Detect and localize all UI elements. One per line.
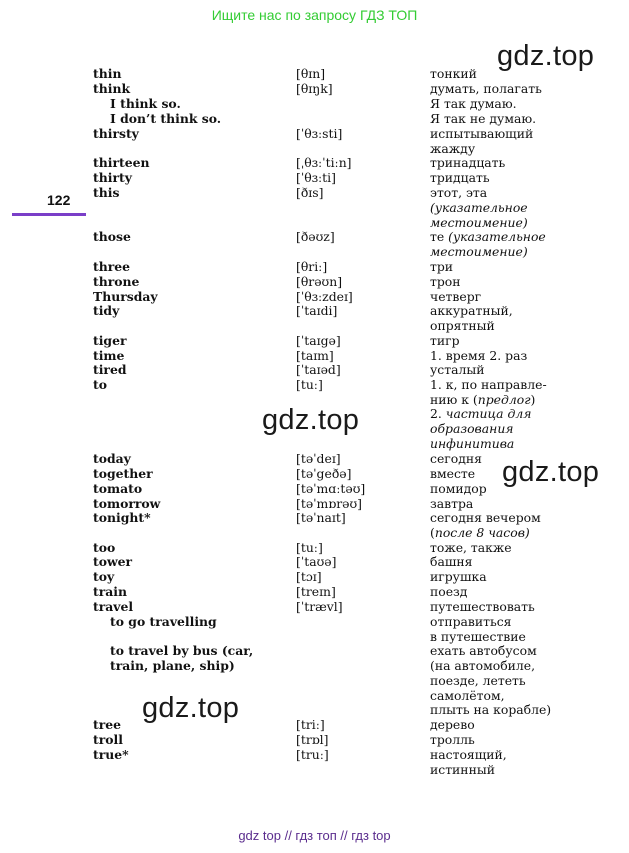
entry-word: to go travelling bbox=[110, 614, 217, 629]
entry-translation: Я так не думаю. bbox=[430, 111, 537, 126]
entry-word: to travel by bus (car, bbox=[110, 643, 254, 658]
entry-transcription: [θɪŋk] bbox=[296, 81, 333, 96]
entry-translation: испытывающий bbox=[430, 126, 534, 141]
glossary-entry bbox=[0, 362, 629, 377]
glossary-entry bbox=[0, 717, 629, 732]
glossary-entry bbox=[0, 170, 629, 185]
entry-word: tomorrow bbox=[93, 496, 161, 511]
glossary-entry bbox=[0, 540, 629, 555]
entry-translation: тонкий bbox=[430, 66, 477, 81]
glossary-entry bbox=[0, 96, 629, 111]
entry-translation: тигр bbox=[430, 333, 460, 348]
entry-word: to bbox=[93, 377, 107, 392]
entry-translation: тоже, также bbox=[430, 540, 512, 555]
entry-transcription: [təˈmɒrəʊ] bbox=[296, 496, 363, 511]
glossary-entry bbox=[0, 702, 629, 717]
entry-translation: местоимение) bbox=[430, 215, 528, 230]
entry-transcription: [treɪn] bbox=[296, 584, 336, 599]
entry-transcription: [tuː] bbox=[296, 377, 323, 392]
entry-word: together bbox=[93, 466, 153, 481]
watermark: gdz.top bbox=[142, 692, 240, 724]
entry-translation: завтра bbox=[430, 496, 474, 511]
entry-word: thin bbox=[93, 66, 122, 81]
entry-word: toy bbox=[93, 569, 115, 584]
entry-translation: отправиться bbox=[430, 614, 512, 629]
entry-transcription: [ˈtaʊə] bbox=[296, 554, 337, 569]
glossary-entry bbox=[0, 200, 629, 215]
glossary-entry bbox=[0, 303, 629, 318]
watermark: gdz.top bbox=[502, 456, 600, 488]
entry-transcription: [ˈtrævl] bbox=[296, 599, 343, 614]
entry-word: thirteen bbox=[93, 155, 150, 170]
glossary-entry bbox=[0, 584, 629, 599]
entry-transcription: [θriː] bbox=[296, 259, 328, 274]
entry-word: thirsty bbox=[93, 126, 139, 141]
entry-word: too bbox=[93, 540, 116, 555]
entry-translation: (указательное bbox=[430, 200, 528, 215]
entry-word: train bbox=[93, 584, 127, 599]
entry-word: tree bbox=[93, 717, 122, 732]
glossary-entry bbox=[0, 747, 629, 762]
entry-translation: этот, эта bbox=[430, 185, 488, 200]
glossary-entry bbox=[0, 688, 629, 703]
entry-word: tonight* bbox=[93, 510, 151, 525]
glossary-entry bbox=[0, 569, 629, 584]
entry-translation: местоимение) bbox=[430, 244, 528, 259]
glossary-entry bbox=[0, 111, 629, 126]
entry-translation: башня bbox=[430, 554, 473, 569]
entry-word: tower bbox=[93, 554, 133, 569]
glossary-entry bbox=[0, 732, 629, 747]
entry-translation: в путешествие bbox=[430, 629, 526, 644]
entry-translation: истинный bbox=[430, 762, 495, 777]
entry-transcription: [ˈtaɪgə] bbox=[296, 333, 341, 348]
entry-word: tidy bbox=[93, 303, 120, 318]
entry-transcription: [ˈθɜːsti] bbox=[296, 126, 343, 141]
entry-translation: 2. частица для bbox=[430, 406, 532, 421]
entry-word: those bbox=[93, 229, 131, 244]
entry-word: I think so. bbox=[110, 96, 181, 111]
entry-transcription: [truː] bbox=[296, 747, 329, 762]
glossary-entry bbox=[0, 643, 629, 658]
glossary-entry bbox=[0, 496, 629, 511]
glossary-entry bbox=[0, 333, 629, 348]
glossary-entry bbox=[0, 599, 629, 614]
glossary-entry bbox=[0, 185, 629, 200]
glossary-entry bbox=[0, 658, 629, 673]
entry-translation: жажду bbox=[430, 141, 476, 156]
entry-transcription: [tɔɪ] bbox=[296, 569, 322, 584]
entry-word: tomato bbox=[93, 481, 143, 496]
entry-word: three bbox=[93, 259, 131, 274]
entry-transcription: [ˌθɜːˈtiːn] bbox=[296, 155, 352, 170]
entry-translation: 1. к, по направле- bbox=[430, 377, 547, 392]
entry-translation: ехать автобусом bbox=[430, 643, 537, 658]
glossary-entry bbox=[0, 510, 629, 525]
glossary-entry bbox=[0, 259, 629, 274]
entry-word: thirty bbox=[93, 170, 132, 185]
glossary-entry bbox=[0, 348, 629, 363]
glossary-entry bbox=[0, 289, 629, 304]
entry-transcription: [təˈmɑːtəʊ] bbox=[296, 481, 366, 496]
watermark: gdz.top bbox=[262, 404, 360, 436]
entry-word: I don’t think so. bbox=[110, 111, 222, 126]
entry-translation: образования bbox=[430, 421, 514, 436]
entry-translation: те (указательное bbox=[430, 229, 546, 244]
entry-word: train, plane, ship) bbox=[110, 658, 235, 673]
entry-translation: вместе bbox=[430, 466, 476, 481]
entry-translation: путешествовать bbox=[430, 599, 535, 614]
glossary-entry bbox=[0, 141, 629, 156]
entry-translation: настоящий, bbox=[430, 747, 507, 762]
entry-translation: три bbox=[430, 259, 454, 274]
entry-transcription: [tuː] bbox=[296, 540, 323, 555]
footer-links[interactable]: gdz top // гдз топ // гдз top bbox=[238, 828, 391, 843]
entry-transcription: [θrəʊn] bbox=[296, 274, 343, 289]
entry-translation: усталый bbox=[430, 362, 485, 377]
glossary-entry bbox=[0, 762, 629, 777]
entry-transcription: [ˈtaɪdi] bbox=[296, 303, 338, 318]
entry-translation: аккуратный, bbox=[430, 303, 513, 318]
entry-word: think bbox=[93, 81, 131, 96]
glossary-entry bbox=[0, 377, 629, 392]
entry-transcription: [taɪm] bbox=[296, 348, 334, 363]
glossary-entry bbox=[0, 629, 629, 644]
entry-transcription: [trɒl] bbox=[296, 732, 329, 747]
entry-transcription: [təˈdeɪ] bbox=[296, 451, 341, 466]
entry-word: travel bbox=[93, 599, 134, 614]
entry-word: true* bbox=[93, 747, 129, 762]
entry-translation: тринадцать bbox=[430, 155, 506, 170]
entry-word: Thursday bbox=[93, 289, 158, 304]
entry-transcription: [ˈθɜːti] bbox=[296, 170, 336, 185]
top-banner[interactable]: Ищите нас по запросу ГДЗ ТОП bbox=[211, 7, 418, 23]
entry-word: throne bbox=[93, 274, 140, 289]
entry-translation: (после 8 часов) bbox=[430, 525, 530, 540]
entry-translation: игрушка bbox=[430, 569, 487, 584]
entry-transcription: [θɪn] bbox=[296, 66, 326, 81]
glossary-entry bbox=[0, 155, 629, 170]
entry-translation: (на автомобиле, bbox=[430, 658, 536, 673]
entry-transcription: [triː] bbox=[296, 717, 325, 732]
entry-transcription: [ðɪs] bbox=[296, 185, 324, 200]
entry-word: this bbox=[93, 185, 120, 200]
entry-transcription: [ˈtaɪəd] bbox=[296, 362, 341, 377]
glossary-entry bbox=[0, 244, 629, 259]
glossary-entry bbox=[0, 436, 629, 451]
entry-transcription: [təˈgeðə] bbox=[296, 466, 352, 481]
entry-word: time bbox=[93, 348, 125, 363]
entry-translation: плыть на корабле) bbox=[430, 702, 552, 717]
glossary-entry bbox=[0, 673, 629, 688]
glossary-entry bbox=[0, 318, 629, 333]
glossary-entry bbox=[0, 525, 629, 540]
entry-translation: четверг bbox=[430, 289, 482, 304]
entry-translation: поезде, лететь bbox=[430, 673, 526, 688]
entry-translation: поезд bbox=[430, 584, 468, 599]
entry-word: tiger bbox=[93, 333, 127, 348]
entry-translation: инфинитива bbox=[430, 436, 515, 451]
glossary-entry bbox=[0, 554, 629, 569]
entry-translation: нию к (предлог) bbox=[430, 392, 536, 407]
entry-translation: сегодня вечером bbox=[430, 510, 541, 525]
entry-translation: самолётом, bbox=[430, 688, 505, 703]
glossary-entry bbox=[0, 229, 629, 244]
entry-translation: тролль bbox=[430, 732, 475, 747]
entry-word: today bbox=[93, 451, 131, 466]
entry-word: tired bbox=[93, 362, 127, 377]
glossary-entry bbox=[0, 614, 629, 629]
entry-transcription: [ðəʊz] bbox=[296, 229, 335, 244]
entry-transcription: [ˈθɜːzdeɪ] bbox=[296, 289, 353, 304]
entry-translation: тридцать bbox=[430, 170, 490, 185]
watermark: gdz.top bbox=[497, 40, 595, 72]
glossary-entry bbox=[0, 126, 629, 141]
glossary-entry bbox=[0, 274, 629, 289]
entry-transcription: [təˈnaɪt] bbox=[296, 510, 346, 525]
page-number: 122 bbox=[47, 192, 71, 208]
entry-word: troll bbox=[93, 732, 123, 747]
entry-translation: сегодня bbox=[430, 451, 482, 466]
entry-translation: дерево bbox=[430, 717, 475, 732]
glossary-entry bbox=[0, 81, 629, 96]
entry-translation: думать, полагать bbox=[430, 81, 542, 96]
entry-translation: Я так думаю. bbox=[430, 96, 517, 111]
entry-translation: трон bbox=[430, 274, 461, 289]
entry-translation: помидор bbox=[430, 481, 487, 496]
glossary-entry bbox=[0, 215, 629, 230]
entry-translation: опрятный bbox=[430, 318, 495, 333]
entry-translation: 1. время 2. раз bbox=[430, 348, 528, 363]
